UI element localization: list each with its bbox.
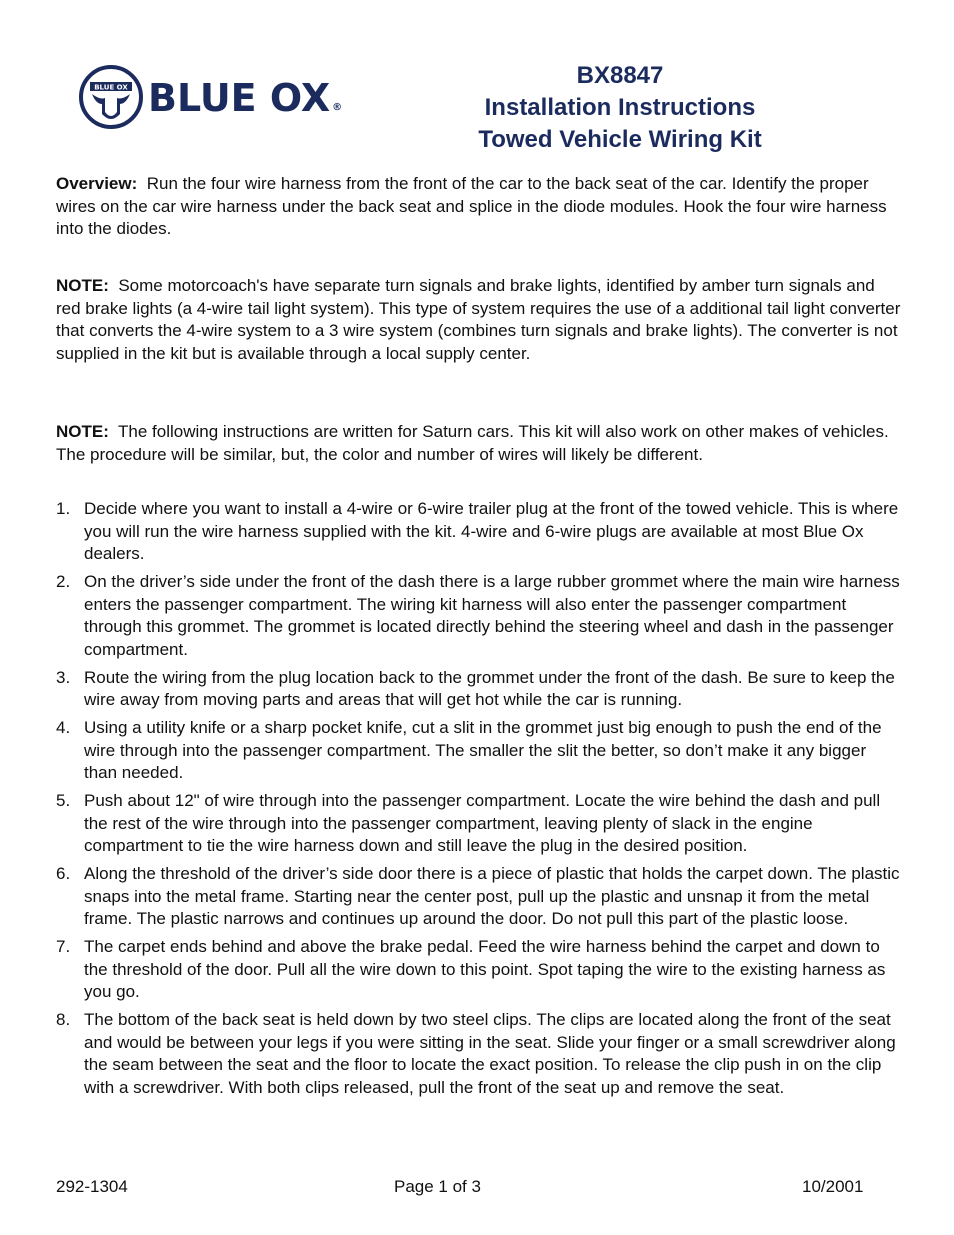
step-text: Decide where you want to install a 4-wire or 6-wire trailer plug at the front of the towed vehicle. This is where you will run the wire harness supplied with the kit. 4-wire and 6-wire plugs are available at most Blue Ox dealers. <box>84 499 899 563</box>
step-text: The carpet ends behind and above the brake pedal. Feed the wire harness behind the carpet and down to the threshold of the door. Pull all the wire down to this point. Spot taping the wire to the existing harness as you go. <box>84 937 886 1001</box>
step-text: Push about 12" of wire through into the passenger compartment. Locate the wire behind the dash and pull the rest of the wire through into the passenger compartment, leaving plenty of slack in the engine compartment to tie the wire harness down and still leave the plug in the desired position. <box>84 791 881 855</box>
step-text: Using a utility knife or a sharp pocket knife, cut a slit in the grommet just big enough to push the end of the wire through into the passenger compartment. The smaller the slit the better, so don’t make it any bigger than needed. <box>84 718 882 782</box>
step-number: 1. <box>56 499 71 518</box>
step-number: 5. <box>56 791 71 810</box>
step-item <box>56 498 902 566</box>
step-item <box>56 863 902 931</box>
step-number: 4. <box>56 718 71 737</box>
note-paragraph-2 <box>56 421 902 466</box>
step-number: 8. <box>56 1010 71 1029</box>
title-kit-name: Towed Vehicle Wiring Kit <box>478 126 762 153</box>
note-paragraph-1 <box>56 275 902 365</box>
note-text-1: Some motorcoach's have separate turn signals and brake lights, identified by amber turn signals and red brake lights (a 4-wire tail light system). This type of system requires the use of a additional tail light converter that converts the 4-wire system to a 3 wire system (combines turn signals and brake lights). The converter is not supplied in the kit but is available through a local supply center. <box>56 276 901 363</box>
step-item <box>56 790 902 858</box>
note-text-2: The following instructions are written for Saturn cars. This kit will also work on other makes of vehicles. The procedure will be similar, but, the color and number of wires will likely be different. <box>56 422 889 464</box>
title-installation-instructions: Installation Instructions <box>484 94 756 121</box>
document-title <box>460 60 780 156</box>
installation-steps-list <box>56 498 902 1105</box>
footer-date: 10/2001 <box>802 1177 864 1196</box>
title-model-number: BX8847 <box>576 62 664 89</box>
overview-label: Overview: <box>56 174 138 193</box>
overview-text: Run the four wire harness from the front of the car to the back seat of the car. Identify the proper wires on the car wire harness under the back seat and splice in the diode modules. Hook the four wire harness into the diodes. <box>56 174 887 238</box>
step-text: Route the wiring from the plug location back to the grommet under the front of the dash. Be sure to keep the wire away from moving parts and areas that will get hot while the car is running. <box>84 667 895 709</box>
note-label-1: NOTE: <box>56 276 109 295</box>
step-item <box>56 936 902 1004</box>
step-text: Along the threshold of the driver’s side door there is a piece of plastic that holds the carpet down. The plastic snaps into the metal frame. Starting near the center post, pull up the plastic and unsnap it from the metal frame. The plastic narrows and continues up around the door. Do not pull this part of the plastic loose. <box>84 864 900 928</box>
overview-paragraph <box>56 173 902 241</box>
blue-ox-logo <box>78 64 343 132</box>
step-number: 3. <box>56 667 71 687</box>
badge-text: BLUE OX <box>94 83 128 92</box>
footer-page-number: Page 1 of 3 <box>394 1177 481 1196</box>
footer-part-number: 292-1304 <box>56 1177 128 1196</box>
step-number: 6. <box>56 864 71 883</box>
step-number: 7. <box>56 937 71 956</box>
logo-brand-text: BLUE OX ® <box>148 76 343 120</box>
note-label-2: NOTE: <box>56 422 109 441</box>
step-text: On the driver’s side under the front of the dash there is a large rubber grommet where the main wire harness enters the passenger compartment. The wiring kit harness will also enter the passenger compartment through this grommet. The grommet is located directly behind the steering wheel and dash in the passenger compartment. <box>84 572 900 659</box>
step-text: The bottom of the back seat is held down by two steel clips. The clips are located along the front of the seat and would be between your legs if you were sitting in the seat. Slide your finger or a small screwdriver along the seam between the seat and the floor to locate the exact position. To release the clip push in on the clip with a screwdriver. With both clips released, pull the front of the seat up and remove the seat. <box>84 1010 896 1097</box>
step-number: 2. <box>56 572 71 591</box>
step-item <box>56 667 902 712</box>
step-item <box>56 717 902 785</box>
step-item <box>56 1009 902 1099</box>
step-item <box>56 571 902 661</box>
ox-head-badge-icon <box>78 64 144 130</box>
